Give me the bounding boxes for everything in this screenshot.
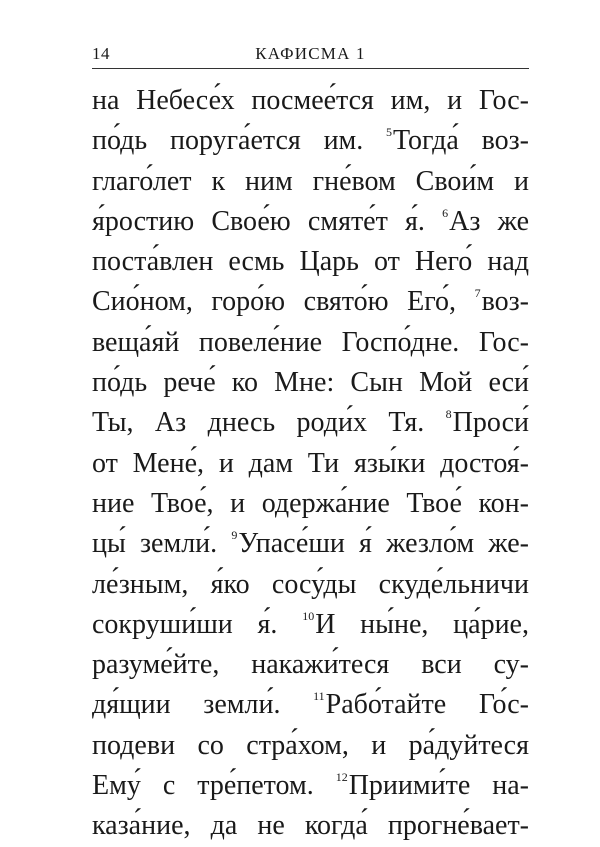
text-line [92,81,529,121]
text-segment: подеви со стра́хом, и ра́дуйтеся [92,729,529,761]
text-line [92,484,529,524]
verse-number: 8 [445,407,452,422]
text-segment: сокруши́ши я́. [92,608,303,640]
text-segment: цы́ земли́. [92,528,232,560]
text-segment: дя́щии земли́. [92,689,314,721]
text-segment: Приими́те на- [348,770,529,802]
text-segment: по́дь поруга́ется им. [92,125,387,157]
text-segment: Ты, Аз днесь роди́х Тя. [92,407,446,439]
text-line [92,121,529,161]
text-segment: веща́яй повеле́ние Госпо́дне. Гос- [92,326,529,358]
verse-number: 5 [386,125,393,140]
verse-number: 7 [474,286,481,301]
text-line [92,242,529,282]
text-segment: Проси́ [452,407,529,439]
text-segment: по́дь рече́ ко Мне: Сын Мой еси́ [92,367,529,399]
text-line [92,282,529,322]
psalm-text [92,81,529,847]
text-segment: воз- [481,286,529,318]
text-line [92,685,529,725]
text-line [92,363,529,403]
text-line [92,645,529,685]
verse-number: 12 [335,770,348,785]
text-segment: Сио́ном, горо́ю свято́ю Его́, [92,286,475,318]
text-segment: глаго́лет к ним гне́вом Свои́м и [92,165,529,197]
text-line [92,202,529,242]
text-segment: И ны́не, ца́рие, [315,608,529,640]
verse-number: 10 [302,608,315,623]
page-number: 14 [92,44,110,63]
verse-number: 11 [313,689,325,704]
text-segment: Тогда́ воз- [393,125,529,157]
text-line [92,766,529,806]
text-line [92,323,529,363]
text-segment: Рабо́тайте Го́с- [325,689,529,721]
verse-number: 6 [442,205,449,220]
text-line [92,806,529,846]
text-line [92,524,529,564]
text-segment: ние Твое́, и одержа́ние Твое́ кон- [92,487,529,519]
text-segment: Упасе́ши я́ жезло́м же- [238,528,529,560]
text-segment: каза́ние, да не когда́ прогне́вает- [92,810,529,842]
page-header [92,44,529,66]
text-segment: Аз же [449,205,529,237]
text-line [92,726,529,766]
text-segment: Ему́ с тре́петом. [92,770,336,802]
text-line [92,444,529,484]
text-segment: от Мене́, и дам Ти язы́ки достоя́- [92,447,529,479]
text-segment: на Небесе́х посмее́тся им, и Гос- [92,85,529,116]
verse-number: 9 [231,528,238,543]
header-rule [92,68,529,69]
text-line [92,605,529,645]
text-segment: разуме́йте, накажи́теся вси су- [92,649,529,681]
text-line [92,403,529,443]
running-head: КАФИСМА 1 [255,44,366,63]
text-segment: поста́влен есмь Царь от Него́ над [92,246,529,278]
text-segment: ле́зным, я́ко сосу́ды скуде́льничи [92,568,529,600]
text-line [92,162,529,202]
text-segment: я́ростию Свое́ю смяте́т я́. [92,205,443,237]
text-line [92,565,529,605]
